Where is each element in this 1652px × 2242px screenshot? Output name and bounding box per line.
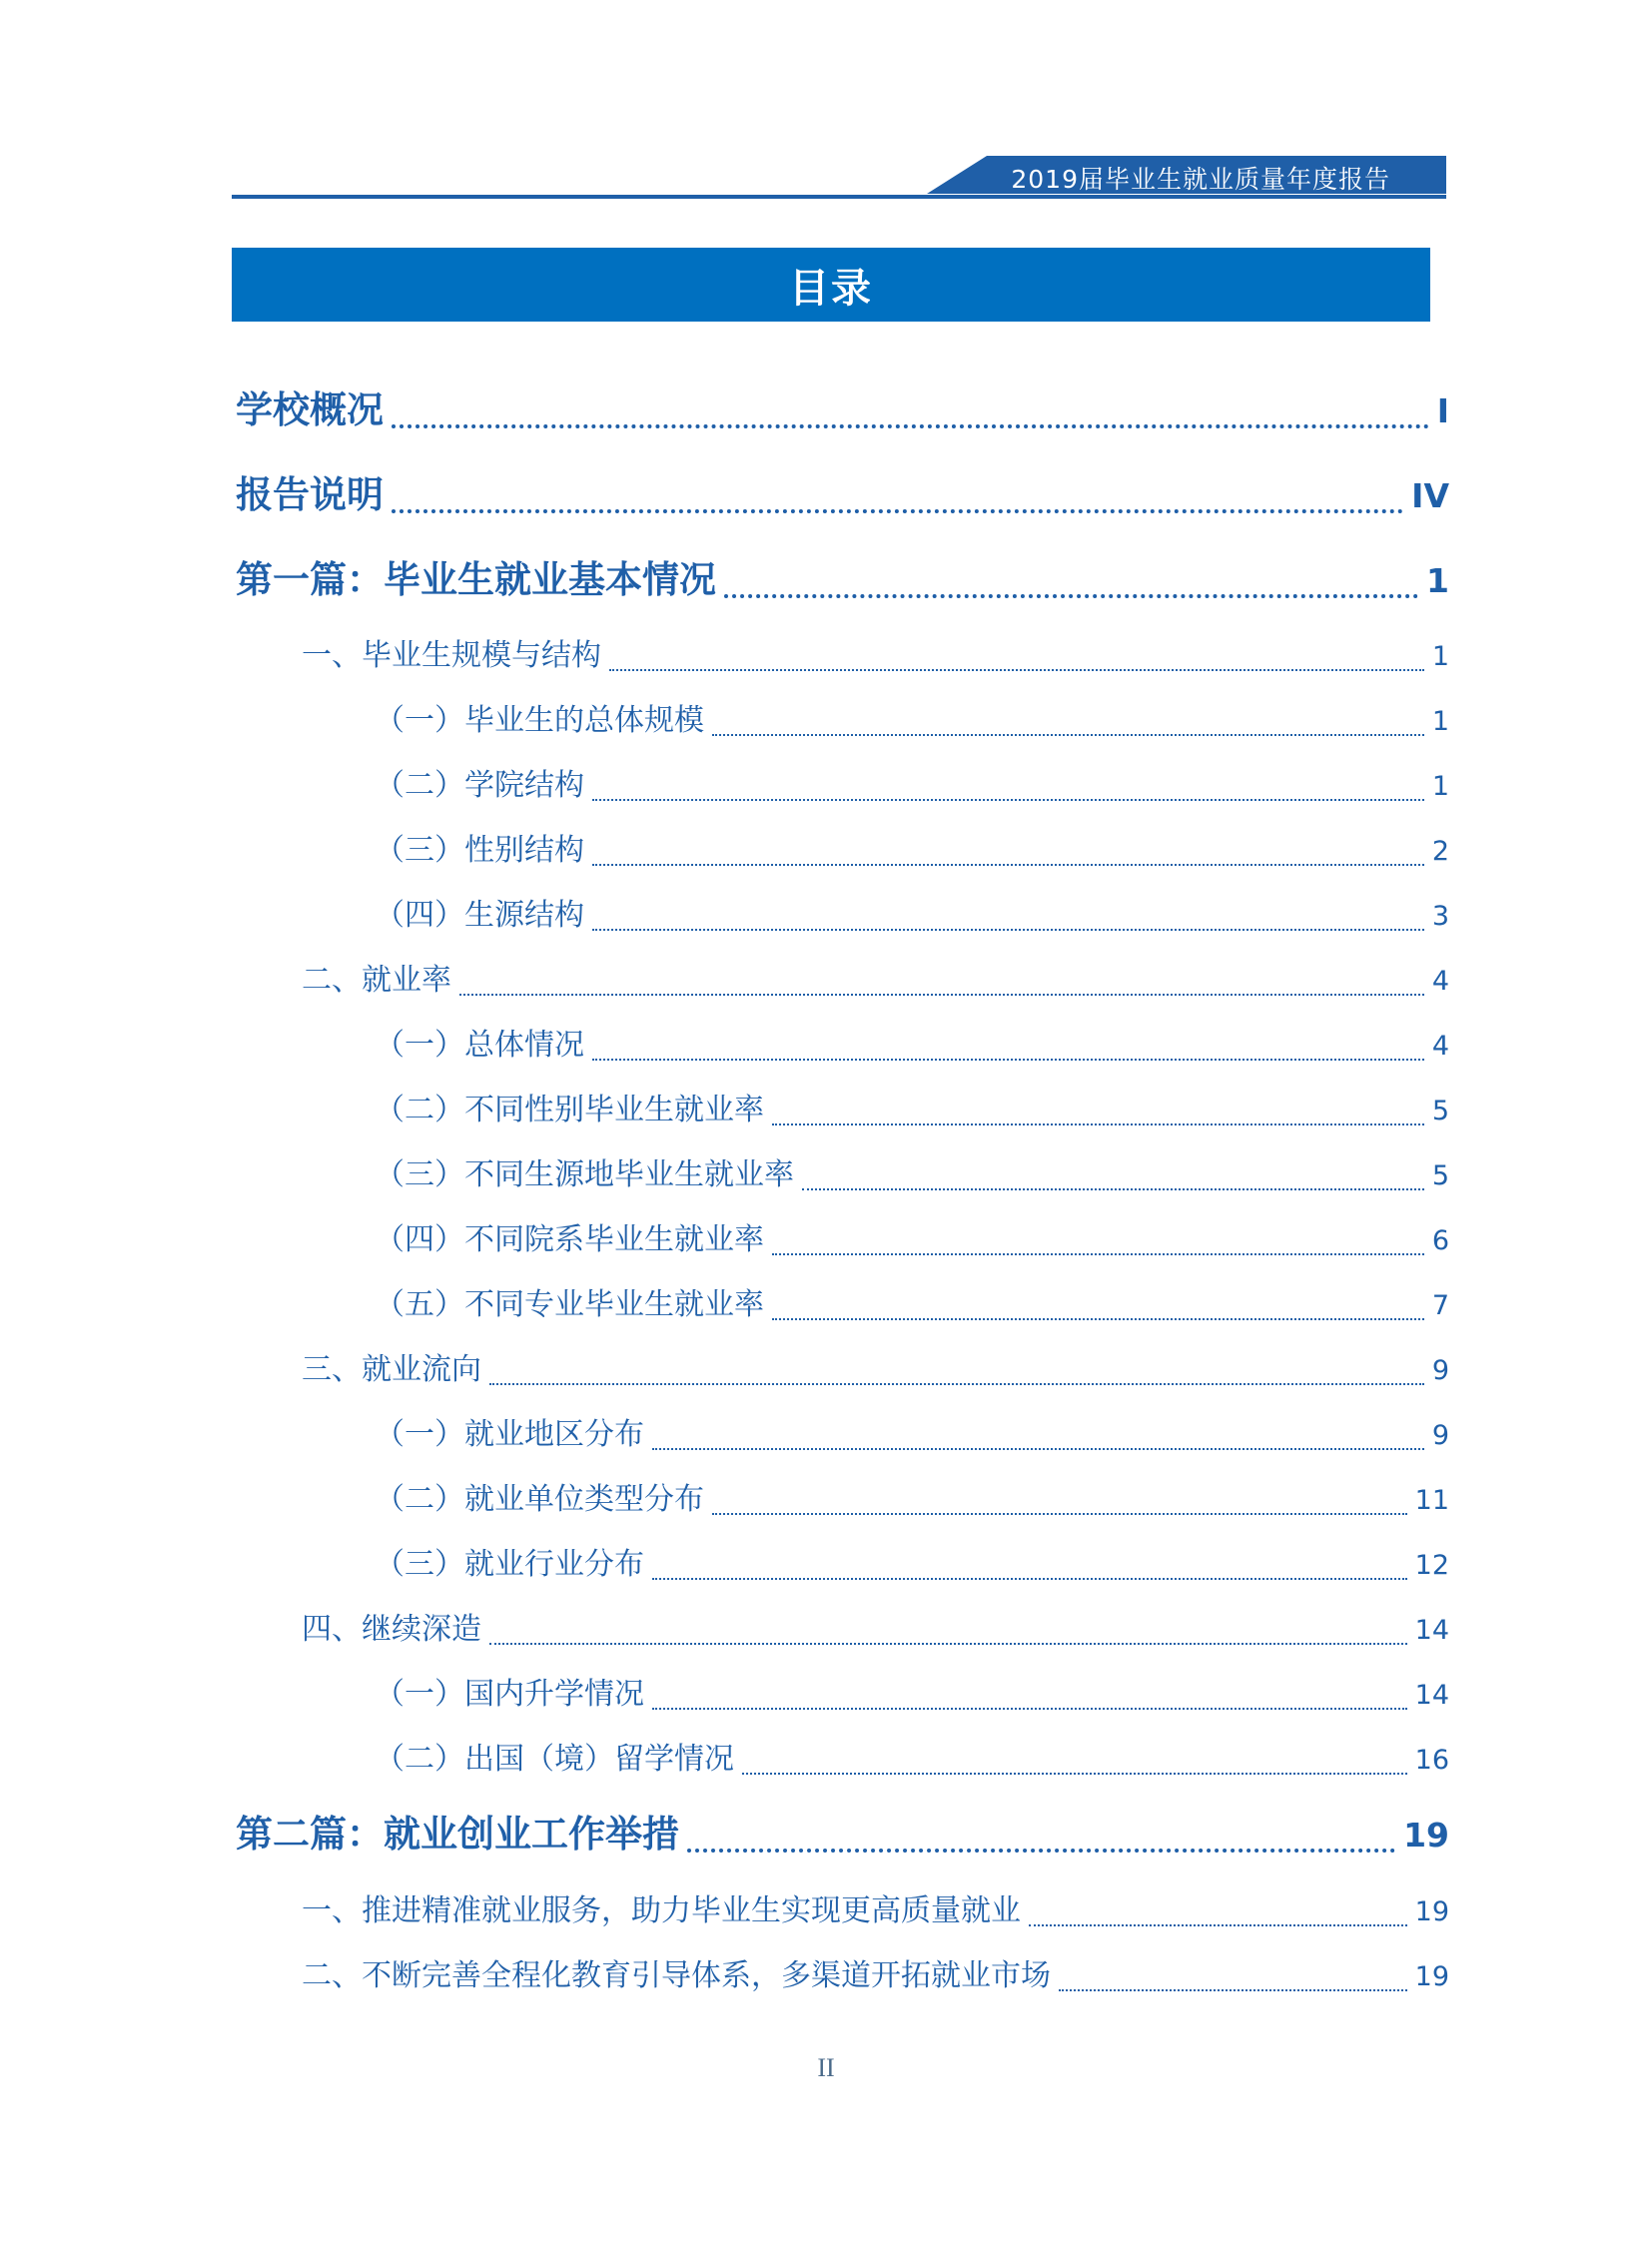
toc-dot-leader: [609, 648, 1424, 678]
toc-entry[interactable]: [375, 1413, 1449, 1457]
toc-entry-label: （三）不同生源地毕业生就业率: [375, 1157, 794, 1192]
toc-entry[interactable]: [236, 469, 1449, 521]
toc-entry[interactable]: [236, 384, 1449, 436]
toc-entry-label: （五）不同专业毕业生就业率: [375, 1287, 764, 1322]
toc-entry-label: 报告说明: [236, 473, 384, 516]
toc-entry-label: （一）总体情况: [375, 1028, 584, 1063]
toc-entry-label: （二）学院结构: [375, 768, 584, 803]
toc-entry-label: （二）不同性别毕业生就业率: [375, 1093, 764, 1127]
toc-entry-label: 第二篇：就业创业工作举措: [236, 1813, 679, 1856]
toc-entry-label: 第一篇：毕业生就业基本情况: [236, 558, 716, 601]
toc-entry-page-number: 14: [1414, 1680, 1449, 1711]
toc-entry[interactable]: [375, 894, 1449, 938]
toc-dot-leader: [652, 1427, 1424, 1457]
toc-entry-page-number: 3: [1431, 901, 1449, 932]
toc-entry-page-number: 1: [1431, 706, 1449, 737]
toc-entry-label: 三、就业流向: [302, 1352, 481, 1387]
page-title: 目录: [789, 265, 873, 312]
toc-dot-leader: [392, 399, 1429, 436]
toc-dot-leader: [652, 1687, 1407, 1717]
footer-page-number: II: [817, 2053, 835, 2082]
toc-entry-label: 四、继续深造: [302, 1612, 481, 1647]
toc-entry[interactable]: [302, 1889, 1449, 1933]
toc-entry-page-number: 9: [1431, 1420, 1449, 1451]
toc-dot-leader: [712, 713, 1424, 743]
toc-entry-page-number: 4: [1431, 1031, 1449, 1062]
toc-entry[interactable]: [236, 1809, 1449, 1861]
toc-dot-leader: [392, 484, 1403, 521]
toc-entry-label: 二、不断完善全程化教育引导体系，多渠道开拓就业市场: [302, 1958, 1051, 1993]
toc-dot-leader: [724, 569, 1418, 606]
toc-entry-label: （二）出国（境）留学情况: [375, 1742, 734, 1777]
toc-entry-page-number: 2: [1431, 836, 1449, 867]
toc-entry-page-number: 12: [1414, 1550, 1449, 1581]
toc-dot-leader: [772, 1103, 1424, 1132]
toc-entry[interactable]: [375, 1478, 1449, 1522]
toc-entry-page-number: 7: [1431, 1290, 1449, 1321]
toc-entry-page-number: 19: [1403, 1816, 1449, 1855]
toc-entry-page-number: 9: [1431, 1355, 1449, 1386]
toc-entry-page-number: 19: [1414, 1961, 1449, 1992]
toc-entry-page-number: 6: [1431, 1225, 1449, 1256]
toc-entry-page-number: 4: [1431, 966, 1449, 997]
toc-entry-label: 一、毕业生规模与结构: [302, 638, 601, 673]
toc-entry[interactable]: [375, 1218, 1449, 1262]
toc-dot-leader: [772, 1297, 1424, 1327]
toc-entry[interactable]: [375, 764, 1449, 808]
toc-entry-label: （一）毕业生的总体规模: [375, 703, 704, 738]
toc-entry[interactable]: [375, 1153, 1449, 1197]
toc-entry-page-number: I: [1436, 391, 1449, 430]
toc-entry-page-number: 5: [1431, 1096, 1449, 1126]
toc-entry-label: （一）就业地区分布: [375, 1417, 644, 1452]
toc-entry[interactable]: [236, 554, 1449, 606]
toc-entry-page-number: 11: [1414, 1485, 1449, 1516]
toc-entry[interactable]: [375, 699, 1449, 743]
toc-entry-page-number: IV: [1411, 476, 1449, 515]
toc-dot-leader: [687, 1824, 1395, 1861]
toc-dot-leader: [712, 1492, 1407, 1522]
toc-dot-leader: [652, 1557, 1407, 1587]
toc-entry[interactable]: [375, 1089, 1449, 1132]
toc-dot-leader: [742, 1752, 1407, 1782]
toc-entry-page-number: 16: [1414, 1745, 1449, 1776]
toc-entry-label: （四）不同院系毕业生就业率: [375, 1222, 764, 1257]
toc-entry[interactable]: [302, 634, 1449, 678]
toc-entry-label: （二）就业单位类型分布: [375, 1482, 704, 1517]
toc-dot-leader: [489, 1362, 1424, 1392]
toc-dot-leader: [1029, 1903, 1407, 1933]
toc-entry-page-number: 1: [1431, 771, 1449, 802]
toc-dot-leader: [592, 843, 1424, 873]
toc-dot-leader: [459, 973, 1424, 1003]
toc-entry-label: 一、推进精准就业服务，助力毕业生实现更高质量就业: [302, 1893, 1021, 1928]
toc-entry[interactable]: [375, 1738, 1449, 1782]
toc-entry-label: （一）国内升学情况: [375, 1677, 644, 1712]
toc-entry[interactable]: [375, 1673, 1449, 1717]
toc-entry-page-number: 14: [1414, 1615, 1449, 1646]
toc-dot-leader: [802, 1167, 1424, 1197]
toc-entry-page-number: 1: [1426, 561, 1449, 600]
toc-entry[interactable]: [375, 1543, 1449, 1587]
toc-entry[interactable]: [375, 1024, 1449, 1068]
toc-entry-label: （四）生源结构: [375, 898, 584, 933]
toc-entry-label: 二、就业率: [302, 963, 451, 998]
running-title: 2019届毕业生就业质量年度报告: [1011, 165, 1390, 194]
toc-entry-label: （三）就业行业分布: [375, 1547, 644, 1582]
toc-entry-page-number: 5: [1431, 1160, 1449, 1191]
toc-entry-label: 学校概况: [236, 388, 384, 431]
toc-entry-label: （三）性别结构: [375, 833, 584, 868]
toc-entry-page-number: 19: [1414, 1896, 1449, 1927]
toc-dot-leader: [489, 1622, 1407, 1652]
toc-entry[interactable]: [302, 1348, 1449, 1392]
toc-dot-leader: [772, 1232, 1424, 1262]
toc-dot-leader: [592, 908, 1424, 938]
toc-dot-leader: [592, 1038, 1424, 1068]
toc-entry[interactable]: [375, 1283, 1449, 1327]
toc-entry-page-number: 1: [1431, 641, 1449, 672]
toc-entry[interactable]: [302, 1608, 1449, 1652]
toc-entry[interactable]: [375, 829, 1449, 873]
toc-dot-leader: [1059, 1968, 1407, 1998]
toc-entry[interactable]: [302, 1954, 1449, 1998]
toc-dot-leader: [592, 778, 1424, 808]
toc-entry[interactable]: [302, 959, 1449, 1003]
